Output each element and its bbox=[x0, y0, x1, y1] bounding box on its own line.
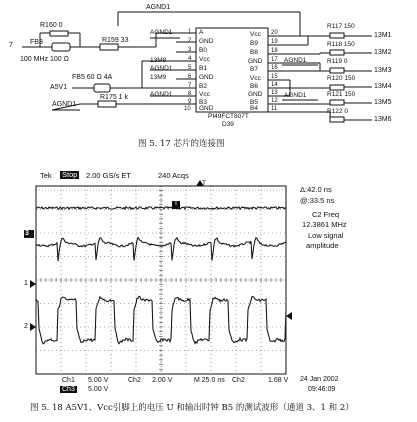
fb3-spec-label: 100 MHz 100 Ω bbox=[20, 56, 69, 63]
chip-pin-name: B2 bbox=[199, 83, 207, 90]
ch2-label: Ch2 bbox=[128, 377, 141, 384]
chip-pin-name: B3 bbox=[199, 99, 207, 106]
chip-pin-number: 7 bbox=[188, 83, 192, 89]
chip-pin-number: 9 bbox=[188, 99, 192, 105]
chip-pin-name: B1 bbox=[199, 65, 207, 72]
cursor-delta-readout: Δ:42.0 ns bbox=[300, 185, 332, 194]
chip-pin-name: Vcc bbox=[199, 91, 210, 98]
chip-left-net: 13M9 bbox=[150, 74, 167, 81]
fb5-label: FB5 60 Ω 4A bbox=[72, 74, 113, 81]
cursor-position-readout: @:33.5 ns bbox=[300, 196, 335, 205]
chip-pin-number: 19 bbox=[271, 39, 278, 45]
chip-pin-number: 10 bbox=[184, 106, 191, 112]
agnd1-left-label: AGND1 bbox=[52, 101, 77, 108]
trigger-t-label: T bbox=[202, 180, 206, 187]
warning-line-1: Low signal bbox=[308, 231, 344, 240]
ch3-marker-label: 3 bbox=[25, 230, 29, 237]
output-resistor-label: R119 0 bbox=[327, 58, 348, 65]
ch3-label: Ch3 bbox=[62, 386, 75, 393]
fb3-label: FB3 bbox=[30, 39, 43, 46]
chip-pin-name: B9 bbox=[250, 40, 258, 47]
chip-pin-name: B7 bbox=[250, 66, 258, 73]
chip-pin-name: GND bbox=[199, 105, 214, 112]
chip-pin-number: 17 bbox=[271, 57, 278, 63]
chip-pin-number: 6 bbox=[188, 74, 192, 80]
output-resistor-label: R122 0 bbox=[327, 108, 348, 115]
output-net-label: 13M4 bbox=[374, 83, 392, 90]
chip-reference: D39 bbox=[222, 121, 234, 128]
ch2-ground-marker bbox=[30, 323, 36, 331]
chip-pin-number: 2 bbox=[188, 38, 192, 44]
output-resistor-label: R118 150 bbox=[327, 41, 355, 48]
chip-pin-name: Vcc bbox=[199, 56, 210, 63]
r160-label: R160 0 bbox=[40, 22, 63, 29]
scope-run-state-badge: Stop bbox=[62, 170, 78, 179]
warning-line-2: amplitude bbox=[306, 241, 339, 250]
chip-left-net: AGND1 bbox=[150, 91, 173, 98]
chip-pin-number: 20 bbox=[271, 30, 278, 36]
capture-time: 09:46:09 bbox=[308, 386, 336, 393]
chip-pin-name: A bbox=[199, 29, 204, 36]
measurement-value: 12.3861 MHz bbox=[302, 220, 347, 229]
trigger-level-marker bbox=[286, 312, 292, 320]
chip-pin-number: 3 bbox=[188, 47, 192, 53]
scope-brand: Tek bbox=[40, 171, 52, 180]
chip-pin-number: 15 bbox=[271, 74, 278, 80]
ch2-marker-label: 2 bbox=[24, 323, 28, 330]
net-agnd1-top: AGND1 bbox=[146, 4, 171, 11]
scope-acquisitions: 240 Acqs bbox=[158, 171, 189, 180]
chip-left-net: 13M8 bbox=[150, 57, 167, 64]
figure-caption-waveforms: 图 5. 18 A5V1、Vcc引脚上的电压 U 和输出时钟 B5 的测试波形（通道 3、1 和 2） bbox=[30, 403, 354, 413]
ch1-scale: 5.00 V bbox=[88, 377, 109, 384]
chip-pin-name: GND bbox=[248, 91, 263, 98]
output-resistor-label: R120 150 bbox=[327, 75, 356, 82]
chip-pin-number: 11 bbox=[271, 106, 278, 112]
timebase: M 25.0 ns bbox=[194, 377, 225, 384]
chip-left-net: AGND1 bbox=[150, 65, 173, 72]
ch1-ground-marker bbox=[30, 280, 36, 288]
scope-graticule bbox=[36, 186, 286, 374]
chip-pin-number: 5 bbox=[188, 65, 192, 71]
measurement-label: C2 Freq bbox=[312, 210, 340, 219]
ch1-marker-label: 1 bbox=[24, 280, 28, 287]
output-net-label: 13M1 bbox=[374, 32, 392, 39]
chip-pin-number: 4 bbox=[188, 56, 192, 62]
trigger-level: 1.68 V bbox=[268, 377, 289, 384]
chip-pin-number: 12 bbox=[271, 98, 278, 104]
output-net-label: 13M6 bbox=[374, 116, 392, 123]
output-net-label: 13M2 bbox=[374, 49, 392, 56]
capture-date: 24 Jan 2002 bbox=[300, 376, 339, 383]
chip-pin-number: 16 bbox=[271, 65, 278, 71]
scope-sample-rate: 2.00 GS/s ET bbox=[86, 171, 132, 180]
chip-part-number: PI49FCT807T bbox=[208, 113, 249, 120]
a5v1-label: A5V1 bbox=[50, 84, 68, 91]
r175-label: R175 1 k bbox=[100, 94, 129, 101]
chip-pin-name: GND bbox=[248, 58, 263, 65]
chip-pin-name: B0 bbox=[199, 47, 207, 54]
chip-pin-number: 1 bbox=[188, 29, 192, 35]
chip-pin-number: 8 bbox=[188, 91, 192, 97]
trace-t-label: T bbox=[174, 200, 178, 207]
chip-pin-name: GND bbox=[199, 38, 214, 45]
chip-pin-name: Vcc bbox=[250, 31, 261, 38]
chip-right-net: AGND1 bbox=[284, 57, 307, 64]
output-resistor-label: R117 150 bbox=[327, 23, 355, 30]
output-net-label: 13M3 bbox=[374, 67, 392, 74]
output-net-label: 13M5 bbox=[374, 99, 392, 106]
chip-pin-number: 14 bbox=[271, 82, 278, 88]
trigger-source: Ch2 bbox=[232, 377, 245, 384]
chip-pin-name: GND bbox=[199, 74, 214, 81]
ch2-scale: 2.00 V bbox=[152, 377, 173, 384]
chip-left-net: AGND1 bbox=[150, 29, 173, 36]
chip-pin-number: 13 bbox=[271, 90, 278, 96]
net-7-label: 7 bbox=[9, 42, 13, 49]
chip-pin-name: B6 bbox=[250, 83, 258, 90]
r159-label: R159 33 bbox=[102, 37, 129, 44]
ch1-label: Ch1 bbox=[62, 377, 75, 384]
figure-caption-circuit: 图 5. 17 芯片的连接图 bbox=[138, 139, 225, 149]
chip-pin-name: B8 bbox=[250, 49, 258, 56]
chip-pin-name: B4 bbox=[250, 105, 258, 112]
chip-pin-name: B5 bbox=[250, 99, 258, 106]
chip-right-net: AGND1 bbox=[284, 92, 307, 99]
output-resistor-label: R121 150 bbox=[327, 91, 356, 98]
chip-pin-name: Vcc bbox=[250, 75, 261, 82]
chip-pin-number: 18 bbox=[271, 48, 278, 54]
ch3-scale: 5.00 V bbox=[88, 386, 109, 393]
